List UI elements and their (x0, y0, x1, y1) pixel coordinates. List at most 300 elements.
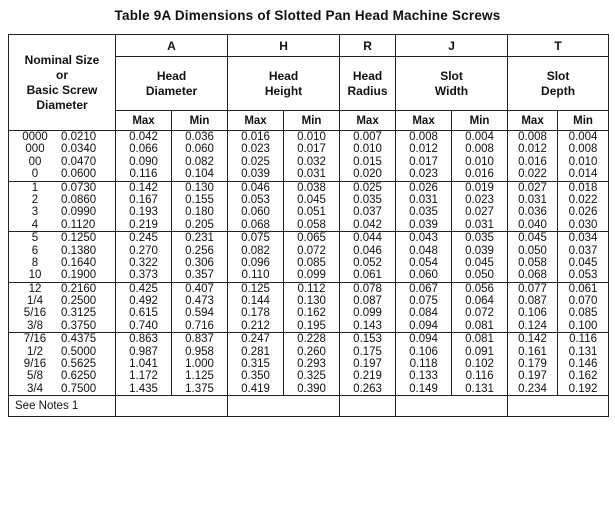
value-cell (172, 131, 228, 182)
dimension-value: 0.023 (241, 143, 270, 156)
value-cell (452, 333, 508, 396)
dimension-value: 0.025 (353, 181, 382, 194)
value-cell (340, 131, 396, 182)
dimension-value: 0.010 (568, 155, 598, 168)
dimension-value: 0.039 (241, 168, 270, 181)
nominal-size-cell (9, 282, 116, 333)
dimension-value: 0.068 (518, 269, 547, 282)
value-cell (396, 282, 452, 333)
head-diameter-header: Head Diameter (116, 57, 228, 111)
dimension-value: 0.492 (129, 295, 158, 308)
dimension-value: 0.161 (518, 345, 547, 358)
dimension-value: 0.070 (568, 295, 598, 308)
dimension-value: 0.038 (297, 181, 326, 194)
value-cell (228, 282, 284, 333)
basic-diameter: 0.0340 (61, 143, 97, 156)
basic-diameter: 0.0470 (61, 155, 97, 168)
dimension-value: 0.219 (353, 370, 382, 383)
dimension-value: 0.018 (568, 181, 598, 194)
col-letter-r: R (340, 35, 396, 57)
dimension-value: 0.008 (465, 143, 494, 156)
nominal-size: 1/2 (27, 345, 43, 358)
dimension-value: 0.012 (518, 143, 547, 156)
dimension-value: 0.390 (297, 382, 326, 395)
value-cell (284, 232, 340, 283)
dimension-value: 0.130 (297, 295, 326, 308)
dimension-value: 0.155 (185, 193, 214, 206)
dimension-value: 0.058 (297, 218, 326, 231)
dimension-value: 0.167 (129, 193, 158, 206)
dimension-value: 0.004 (465, 131, 494, 143)
dimension-value: 0.075 (409, 295, 438, 308)
dimension-value: 0.064 (465, 295, 494, 308)
nominal-size-cell (9, 333, 116, 396)
dimension-value: 0.231 (185, 232, 214, 245)
dimension-value: 0.179 (518, 358, 547, 371)
min-label: Min (452, 111, 508, 131)
nominal-size: 6 (31, 244, 39, 257)
basic-diameter: 0.3750 (61, 319, 97, 332)
basic-diameter: 0.1120 (61, 218, 96, 231)
dimension-value: 0.031 (465, 218, 494, 231)
dimension-value: 0.131 (568, 345, 598, 358)
dimension-value: 0.016 (241, 131, 270, 143)
value-cell (452, 131, 508, 182)
max-label: Max (116, 111, 172, 131)
value-cell (452, 181, 508, 232)
dimension-value: 0.016 (465, 168, 494, 181)
value-cell (228, 181, 284, 232)
dimension-value: 0.125 (241, 282, 270, 295)
dimension-value: 0.102 (465, 358, 494, 371)
nominal-size: 3 (31, 206, 39, 219)
dimension-value: 0.094 (409, 319, 438, 332)
basic-diameter: 0.2160 (61, 282, 97, 295)
dimension-value: 0.039 (409, 218, 438, 231)
dimension-value: 0.099 (297, 269, 326, 282)
dimension-value: 0.090 (129, 155, 158, 168)
nominal-size-cell (9, 131, 116, 182)
dimension-value: 0.010 (297, 131, 326, 143)
dimension-value: 0.085 (568, 307, 598, 320)
nominal-size: 0 (31, 168, 39, 181)
dimension-value: 0.045 (465, 256, 494, 269)
dimension-value: 0.020 (353, 168, 382, 181)
dimension-value: 0.106 (518, 307, 547, 320)
dimension-value: 0.162 (297, 307, 326, 320)
dimension-value: 1.000 (185, 358, 214, 371)
see-notes-text: See Notes 1 (9, 396, 116, 417)
dimension-value: 0.175 (353, 345, 382, 358)
dimension-value: 0.234 (518, 382, 547, 395)
dimension-value: 0.144 (241, 295, 270, 308)
dimension-value: 0.048 (409, 244, 438, 257)
value-cell (508, 232, 558, 283)
col-letter-h: H (228, 35, 340, 57)
dimension-value: 0.112 (297, 282, 326, 295)
dimension-value: 0.350 (241, 370, 270, 383)
dimension-value: 0.425 (129, 282, 158, 295)
dimension-value: 0.072 (297, 244, 326, 257)
value-cell (396, 131, 452, 182)
nominal-size: 2 (31, 193, 39, 206)
value-cell (116, 282, 172, 333)
min-label: Min (558, 111, 609, 131)
value-cell (452, 282, 508, 333)
dimension-value: 0.987 (129, 345, 158, 358)
dimension-value: 0.027 (518, 181, 547, 194)
dimension-value: 0.035 (409, 206, 438, 219)
dimension-value: 0.052 (353, 256, 382, 269)
dimension-value: 0.091 (465, 345, 494, 358)
size-group-row (9, 232, 609, 283)
value-cell (284, 282, 340, 333)
basic-diameter: 0.0730 (61, 181, 97, 194)
dimension-value: 0.116 (465, 370, 494, 383)
value-cell (116, 232, 172, 283)
dimension-value: 0.473 (185, 295, 214, 308)
dimension-value: 0.315 (241, 358, 270, 371)
size-group-row (9, 131, 609, 182)
dimension-value: 0.026 (568, 206, 598, 219)
dimension-value: 0.060 (185, 143, 214, 156)
value-cell (508, 282, 558, 333)
dimension-value: 0.263 (353, 382, 382, 395)
dimension-value: 0.010 (353, 143, 382, 156)
dimension-value: 0.293 (297, 358, 326, 371)
dimension-value: 0.594 (185, 307, 214, 320)
dimension-value: 0.031 (297, 168, 326, 181)
dimension-value: 0.067 (409, 282, 438, 295)
dimension-value: 0.118 (409, 358, 438, 371)
nominal-size: 3/8 (27, 319, 43, 332)
dimension-value: 0.837 (185, 333, 214, 346)
dimension-value: 0.037 (568, 244, 598, 257)
basic-diameter: 0.6250 (61, 370, 97, 383)
dimension-value: 0.078 (353, 282, 382, 295)
dimension-value: 0.162 (568, 370, 598, 383)
basic-diameter: 0.4375 (61, 333, 97, 346)
basic-diameter: 0.1250 (61, 232, 97, 245)
dimension-value: 0.178 (241, 307, 270, 320)
dimension-value: 0.306 (185, 256, 214, 269)
dimension-value: 0.373 (129, 269, 158, 282)
col-letter-j: J (396, 35, 508, 57)
head-radius-header: Head Radius (340, 57, 396, 111)
dimension-value: 0.060 (241, 206, 270, 219)
dimension-value: 0.116 (569, 333, 597, 346)
dimension-value: 0.068 (241, 218, 270, 231)
nominal-size: 5 (31, 232, 39, 245)
dimension-value: 0.045 (518, 232, 547, 245)
dimension-value: 0.197 (518, 370, 547, 383)
nominal-size: 8 (31, 256, 39, 269)
dimension-value: 0.037 (353, 206, 382, 219)
dimension-value: 0.060 (409, 269, 438, 282)
dimension-value: 1.435 (129, 382, 158, 395)
dimension-value: 0.958 (185, 345, 214, 358)
value-cell (172, 232, 228, 283)
nominal-size: 1/4 (27, 295, 43, 308)
dimension-value: 0.044 (353, 232, 382, 245)
dimension-value: 0.085 (297, 256, 326, 269)
value-cell (172, 333, 228, 396)
value-cell (284, 333, 340, 396)
dimension-value: 0.740 (129, 319, 158, 332)
basic-diameter: 0.0210 (61, 131, 97, 143)
basic-diameter: 0.1380 (61, 244, 97, 257)
dimension-value: 0.084 (409, 307, 438, 320)
nominal-size-header: Nominal Size or Basic Screw Diameter (9, 35, 116, 131)
basic-diameter: 0.0860 (61, 193, 97, 206)
basic-diameter: 0.3125 (61, 307, 97, 320)
dimension-value: 0.081 (465, 319, 494, 332)
dimension-value: 0.407 (185, 282, 214, 295)
value-cell (452, 232, 508, 283)
dimension-value: 0.014 (568, 168, 598, 181)
size-group-row (9, 181, 609, 232)
nominal-size: 3/4 (27, 382, 43, 395)
nominal-size: 5/16 (23, 307, 47, 320)
dimension-value: 1.041 (129, 358, 158, 371)
dimension-value: 0.110 (241, 269, 270, 282)
dimension-value: 0.212 (241, 319, 270, 332)
min-label: Min (284, 111, 340, 131)
basic-diameter: 0.1900 (61, 269, 97, 282)
value-cell (508, 181, 558, 232)
dimension-value: 0.192 (568, 382, 598, 395)
header-letter-row (9, 35, 609, 57)
dimension-value: 0.124 (518, 319, 547, 332)
dimension-value: 0.023 (465, 193, 494, 206)
dimension-value: 0.100 (568, 319, 598, 332)
dimension-value: 0.322 (129, 256, 158, 269)
value-cell (116, 131, 172, 182)
dimension-value: 0.716 (185, 319, 214, 332)
dimension-value: 0.046 (241, 181, 270, 194)
dimension-value: 0.053 (568, 269, 598, 282)
value-cell (558, 131, 609, 182)
dimension-value: 0.096 (241, 256, 270, 269)
value-cell (558, 333, 609, 396)
dimension-value: 0.058 (518, 256, 547, 269)
dimension-value: 0.050 (518, 244, 547, 257)
dimension-value: 0.039 (465, 244, 494, 257)
dimension-value: 0.146 (568, 358, 598, 371)
dimension-value: 0.017 (409, 155, 438, 168)
value-cell (396, 181, 452, 232)
dimension-value: 0.032 (297, 155, 326, 168)
value-cell (396, 333, 452, 396)
dimension-value: 0.042 (353, 218, 382, 231)
min-label: Min (172, 111, 228, 131)
value-cell (340, 333, 396, 396)
nominal-size-cell (9, 181, 116, 232)
dimension-value: 0.142 (518, 333, 547, 346)
nominal-size: 12 (28, 282, 42, 295)
dimension-value: 0.023 (409, 168, 438, 181)
dimension-value: 0.270 (129, 244, 158, 257)
basic-diameter: 0.1640 (61, 256, 97, 269)
dimension-value: 0.040 (518, 218, 547, 231)
value-cell (558, 232, 609, 283)
dimension-value: 0.260 (297, 345, 326, 358)
dimension-value: 0.195 (297, 319, 326, 332)
col-letter-a: A (116, 35, 228, 57)
notes-row (9, 396, 609, 417)
value-cell (340, 282, 396, 333)
dimension-value: 0.256 (185, 244, 214, 257)
value-cell (228, 333, 284, 396)
dimension-value: 0.022 (568, 193, 598, 206)
slot-width-header: Slot Width (396, 57, 508, 111)
dimension-value: 0.116 (129, 168, 158, 181)
nominal-size: 00 (28, 155, 42, 168)
dimension-value: 0.130 (185, 181, 214, 194)
dimension-value: 0.325 (297, 370, 326, 383)
dimension-value: 0.022 (518, 168, 547, 181)
dimension-value: 0.149 (409, 382, 438, 395)
dimension-value: 0.010 (465, 155, 494, 168)
dimension-value: 0.034 (568, 232, 598, 245)
nominal-size: 1 (31, 181, 39, 194)
slot-depth-header: Slot Depth (508, 57, 609, 111)
basic-diameter: 0.2500 (61, 295, 97, 308)
dimension-value: 0.180 (185, 206, 214, 219)
value-cell (228, 131, 284, 182)
basic-diameter: 0.5625 (61, 358, 97, 371)
value-cell (558, 282, 609, 333)
dimension-value: 0.045 (297, 193, 326, 206)
dimension-value: 0.081 (465, 333, 494, 346)
dimension-value: 0.228 (297, 333, 326, 346)
dimension-value: 0.094 (409, 333, 438, 346)
nominal-size: 000 (25, 143, 45, 156)
dimension-value: 0.046 (353, 244, 382, 257)
dimension-value: 0.205 (185, 218, 214, 231)
dimension-value: 0.019 (465, 181, 494, 194)
max-label: Max (508, 111, 558, 131)
dimension-value: 0.082 (185, 155, 214, 168)
dimension-value: 0.053 (241, 193, 270, 206)
dimension-value: 0.153 (353, 333, 382, 346)
dimension-value: 0.026 (409, 181, 438, 194)
dimension-value: 0.036 (518, 206, 547, 219)
dimension-value: 0.031 (409, 193, 438, 206)
dimension-value: 0.143 (353, 319, 382, 332)
value-cell (508, 131, 558, 182)
nominal-size: 0000 (22, 131, 48, 143)
dimensions-table (8, 34, 609, 417)
dimension-value: 0.031 (518, 193, 547, 206)
dimension-value: 0.142 (129, 181, 158, 194)
dimension-value: 0.245 (129, 232, 158, 245)
value-cell (558, 181, 609, 232)
dimension-value: 0.012 (409, 143, 438, 156)
dimension-value: 0.045 (568, 256, 598, 269)
dimension-value: 0.027 (465, 206, 494, 219)
value-cell (340, 232, 396, 283)
basic-diameter: 0.5000 (61, 345, 97, 358)
dimension-value: 0.281 (241, 345, 270, 358)
size-group-row (9, 282, 609, 333)
dimension-value: 0.025 (241, 155, 270, 168)
dimension-value: 0.065 (297, 232, 326, 245)
nominal-size-cell (9, 232, 116, 283)
dimension-value: 0.615 (129, 307, 158, 320)
dimension-value: 0.197 (353, 358, 382, 371)
size-group-row (9, 333, 609, 396)
nominal-size: 9/16 (23, 358, 47, 371)
value-cell (340, 181, 396, 232)
dimension-value: 0.219 (129, 218, 158, 231)
dimension-value: 0.051 (297, 206, 326, 219)
dimension-value: 0.082 (241, 244, 270, 257)
nominal-size: 4 (31, 218, 39, 231)
dimension-value: 0.087 (518, 295, 547, 308)
dimension-value: 0.077 (518, 282, 547, 295)
dimension-value: 0.066 (129, 143, 158, 156)
dimension-value: 0.131 (465, 382, 494, 395)
col-letter-t: T (508, 35, 609, 57)
value-cell (172, 282, 228, 333)
dimension-value: 0.008 (518, 131, 547, 143)
dimension-value: 0.863 (129, 333, 158, 346)
dimension-value: 1.375 (185, 382, 214, 395)
nominal-size: 7/16 (23, 333, 47, 346)
dimension-value: 0.075 (241, 232, 270, 245)
dimension-value: 0.087 (353, 295, 382, 308)
dimension-value: 0.007 (353, 131, 382, 143)
max-label: Max (228, 111, 284, 131)
dimension-value: 0.133 (409, 370, 438, 383)
nominal-size: 10 (28, 269, 42, 282)
dimension-value: 0.050 (465, 269, 494, 282)
dimension-value: 0.419 (241, 382, 270, 395)
dimension-value: 0.072 (465, 307, 494, 320)
basic-diameter: 0.0990 (61, 206, 97, 219)
basic-diameter: 0.7500 (61, 382, 97, 395)
value-cell (284, 181, 340, 232)
dimension-value: 0.043 (409, 232, 438, 245)
dimension-value: 1.172 (129, 370, 158, 383)
dimension-value: 0.015 (353, 155, 382, 168)
basic-diameter: 0.0600 (61, 168, 97, 181)
dimension-value: 0.054 (409, 256, 438, 269)
dimension-value: 0.016 (518, 155, 547, 168)
dimension-value: 0.193 (129, 206, 158, 219)
dimension-value: 0.061 (568, 282, 598, 295)
max-label: Max (340, 111, 396, 131)
max-label: Max (396, 111, 452, 131)
head-height-header: Head Height (228, 57, 340, 111)
dimension-value: 0.017 (297, 143, 326, 156)
dimension-value: 0.036 (185, 131, 214, 143)
dimension-value: 0.104 (185, 168, 214, 181)
nominal-size: 5/8 (27, 370, 43, 383)
dimension-value: 0.106 (409, 345, 438, 358)
value-cell (116, 181, 172, 232)
dimension-value: 0.008 (409, 131, 438, 143)
dimension-value: 1.125 (185, 370, 214, 383)
dimension-value: 0.042 (129, 131, 158, 143)
value-cell (396, 232, 452, 283)
dimension-value: 0.357 (185, 269, 214, 282)
value-cell (508, 333, 558, 396)
dimension-value: 0.035 (353, 193, 382, 206)
dimension-value: 0.099 (353, 307, 382, 320)
dimension-value: 0.056 (465, 282, 494, 295)
